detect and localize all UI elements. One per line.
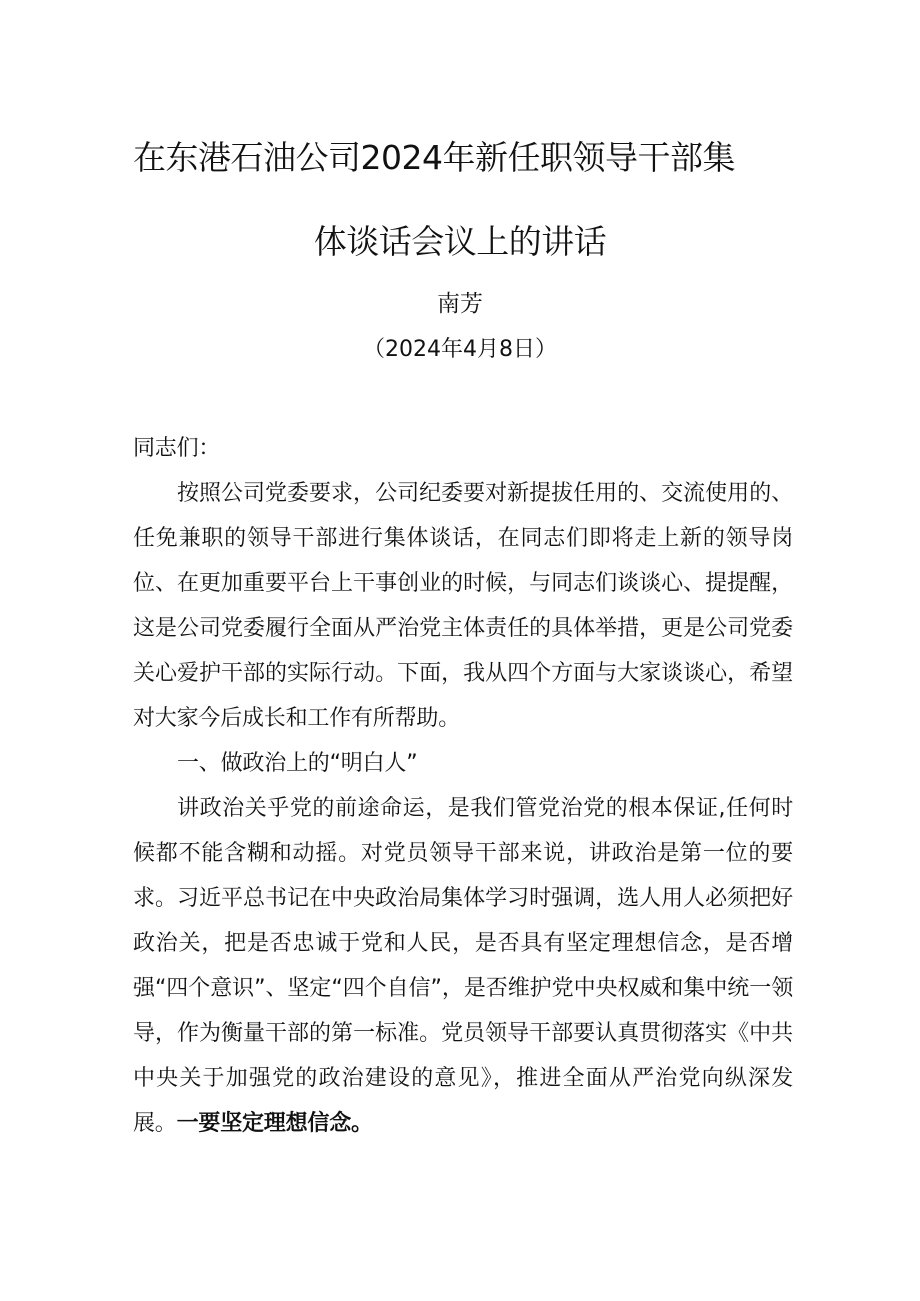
body-paragraph-2-text: 讲政治关乎党的前途命运，是我们管党治党的根本保证,任何时候都不能含糊和动摇。对党员领导干部来说，讲政治是第一位的要求。习近平总书记在中央政治局集体学习时强调，选人用人必须把好政治关，把是否忠诚于党和人民，是否具有坚定理想信念，是否增强“四个意识”、坚定“四个自信”，是否维护党中央权威和集中统一领导，作为衡量干部的第一标准。党员领导干部要认真贯彻落实《中共中央关于加强党的政治建设的意见》，推进全面从严治党向纵深发展。 [133, 796, 793, 1136]
salutation: 同志们： [133, 436, 221, 461]
speech-date: （2024年4月8日） [363, 337, 557, 362]
body-paragraph-1: 按照公司党委要求，公司纪委要对新提拔任用的、交流使用的、任免兼职的领导干部进行集体谈话，在同志们即将走上新的领导岗位、在更加重要平台上干事创业的时候，与同志们谈谈心、提提醒，这是公司党委履行全面从严治党主体责任的具体举措，更是公司党委关心爱护干部的实际行动。下面，我从四个方面与大家谈谈心，希望对大家今后成长和工作有所帮助。 [133, 481, 793, 731]
section-heading-1: 一、做政治上的“明白人” [177, 751, 418, 776]
body-paragraph-2-bold: 一要坚定理想信念。 [176, 1111, 373, 1136]
document-body [133, 426, 793, 1146]
body-paragraph-2 [133, 786, 793, 1146]
document-title-line-2: 体谈话会议上的讲话 [313, 222, 607, 261]
author-name: 南芳 [437, 291, 483, 317]
document-title-line-1: 在东港石油公司2024年新任职领导干部集 [133, 138, 735, 177]
